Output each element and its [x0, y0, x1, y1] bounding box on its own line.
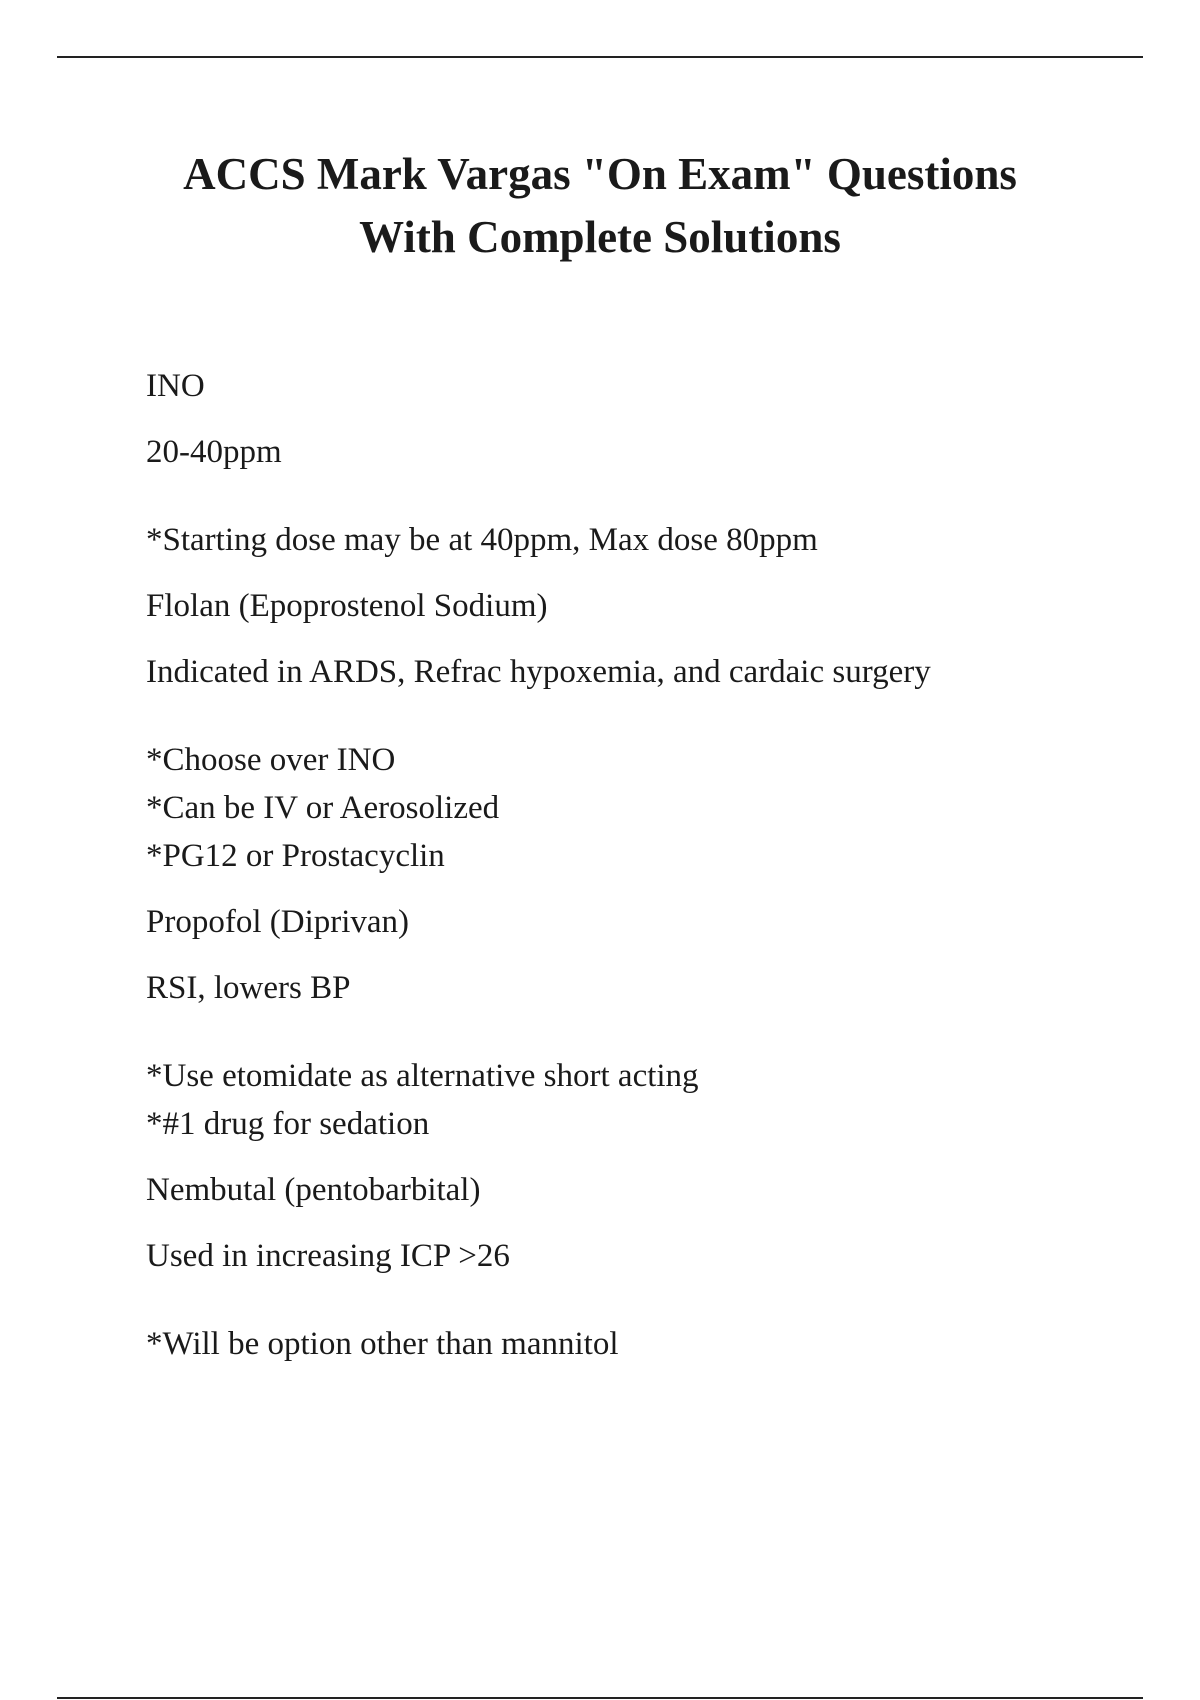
question-flolan: Flolan (Epoprostenol Sodium): [146, 588, 548, 624]
footer-rule: [57, 1697, 1143, 1699]
answer-flolan: Indicated in ARDS, Refrac hypoxemia, and cardaic surgery: [146, 654, 931, 690]
question-ino: INO: [146, 368, 205, 404]
question-propofol: Propofol (Diprivan): [146, 904, 410, 940]
note-propofol-2: *#1 drug for sedation: [146, 1106, 430, 1142]
document-body: [146, 362, 1106, 1368]
answer-ino: 20-40ppm: [146, 434, 282, 470]
question-nembutal: Nembutal (pentobarbital): [146, 1172, 481, 1208]
note-flolan-1: *Choose over INO: [146, 742, 396, 778]
title-line-2: With Complete Solutions: [359, 212, 841, 262]
answer-propofol: RSI, lowers BP: [146, 970, 351, 1006]
note-ino-dose: *Starting dose may be at 40ppm, Max dose 80ppm: [146, 522, 818, 558]
note-flolan-2: *Can be IV or Aerosolized: [146, 790, 500, 826]
title-line-1: ACCS Mark Vargas "On Exam" Questions: [183, 149, 1017, 199]
header-rule: [57, 56, 1143, 58]
answer-nembutal: Used in increasing ICP >26: [146, 1238, 510, 1274]
note-propofol-1: *Use etomidate as alternative short acting: [146, 1058, 699, 1094]
note-flolan-3: *PG12 or Prostacyclin: [146, 838, 445, 874]
note-nembutal: *Will be option other than mannitol: [146, 1326, 619, 1362]
document-title: [57, 143, 1143, 269]
